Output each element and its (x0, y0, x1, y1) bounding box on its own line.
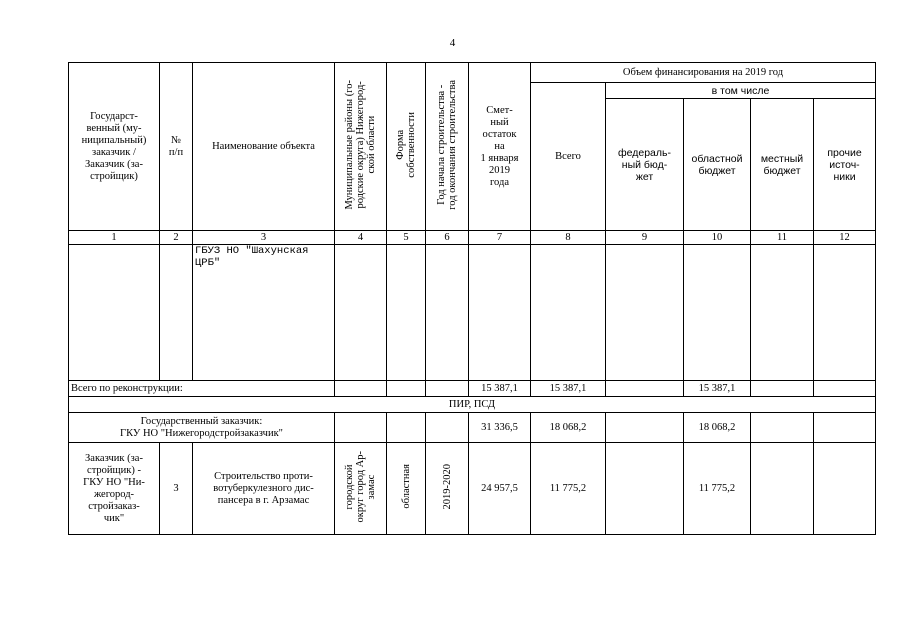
cell-empty (426, 381, 469, 397)
header-other: прочие источ- ники (814, 99, 876, 231)
cell-empty (531, 245, 606, 381)
header-financing: Объем финансирования на 2019 год (531, 63, 876, 83)
col-number-6: 6 (426, 231, 469, 245)
total-reconstruction-label: Всего по реконструкции: (69, 381, 335, 397)
cell-empty (814, 381, 876, 397)
col-number-9: 9 (606, 231, 684, 245)
financing-table (68, 62, 876, 535)
header-federal: федераль- ный бюд- жет (606, 99, 684, 231)
cell-empty (426, 413, 469, 443)
cell-empty (606, 245, 684, 381)
col-number-12: 12 (814, 231, 876, 245)
item-regional: 11 775,2 (684, 443, 751, 535)
cell-empty (751, 413, 814, 443)
col-number-7: 7 (469, 231, 531, 245)
header-name: Наименование объекта (193, 63, 335, 231)
header-district (335, 63, 387, 231)
cell-empty (426, 245, 469, 381)
table-row-state-customer (69, 413, 876, 443)
total-reconstruction-regional: 15 387,1 (684, 381, 751, 397)
cell-empty (751, 381, 814, 397)
header-years-text: Год начала строительства - год окончания строительства (436, 79, 458, 210)
cell-empty (69, 245, 160, 381)
cell-empty (335, 245, 387, 381)
header-balance: Смет- ный остаток на 1 января 2019 года (469, 63, 531, 231)
cell-empty (814, 413, 876, 443)
col-number-1: 1 (69, 231, 160, 245)
cell-empty (751, 443, 814, 535)
state-customer-total: 18 068,2 (531, 413, 606, 443)
cell-empty (684, 245, 751, 381)
table-row-total (69, 381, 876, 397)
section-title: ПИР, ПСД (69, 397, 876, 413)
cell-empty (387, 245, 426, 381)
col-number-5: 5 (387, 231, 426, 245)
header-local: местный бюджет (751, 99, 814, 231)
cell-empty (814, 245, 876, 381)
col-number-10: 10 (684, 231, 751, 245)
col-number-3: 3 (193, 231, 335, 245)
state-customer-label: Государственный заказчик: ГКУ НО "Нижегородстройзаказчик" (69, 413, 335, 443)
header-ownership (387, 63, 426, 231)
cell-empty (606, 413, 684, 443)
header-customer: Государст- венный (му- ниципальный) заказчик / Заказчик (за- стройщик) (69, 63, 160, 231)
item-customer: Заказчик (за- стройщик) - ГКУ НО "Ни- жегород- стройзаказ- чик" (69, 443, 160, 535)
col-number-4: 4 (335, 231, 387, 245)
cell-empty (606, 443, 684, 535)
item-district-text: городской округ город Ар- замас (344, 450, 377, 523)
state-customer-balance: 31 336,5 (469, 413, 531, 443)
header-district-text: Муниципальные районы (го- родские округа) Нижегород- ской области (344, 79, 377, 210)
item-num: 3 (160, 443, 193, 535)
item-balance: 24 957,5 (469, 443, 531, 535)
cell-empty (160, 245, 193, 381)
table-row-section (69, 397, 876, 413)
state-customer-regional: 18 068,2 (684, 413, 751, 443)
page-number: 4 (449, 37, 456, 49)
col-number-11: 11 (751, 231, 814, 245)
cell-empty (335, 413, 387, 443)
object-name: ГБУЗ НО "Шахунская ЦРБ" (193, 245, 335, 381)
item-district (335, 443, 387, 535)
total-reconstruction-balance: 15 387,1 (469, 381, 531, 397)
table-row-item (69, 443, 876, 535)
header-num: № п/п (160, 63, 193, 231)
total-reconstruction-total: 15 387,1 (531, 381, 606, 397)
header-regional: областной бюджет (684, 99, 751, 231)
header-ownership-text: Форма собственности (395, 111, 417, 178)
item-name: Строительство проти- вотуберкулезного дис- пансера в г. Арзамас (193, 443, 335, 535)
item-ownership-text: областная (400, 464, 412, 509)
header-years (426, 63, 469, 231)
table-row-object (69, 245, 876, 381)
cell-empty (469, 245, 531, 381)
item-ownership (387, 443, 426, 535)
cell-empty (814, 443, 876, 535)
item-years-text: 2019-2020 (441, 463, 453, 510)
item-total: 11 775,2 (531, 443, 606, 535)
cell-empty (335, 381, 387, 397)
col-number-8: 8 (531, 231, 606, 245)
col-number-2: 2 (160, 231, 193, 245)
header-including: в том числе (606, 83, 876, 99)
cell-empty (751, 245, 814, 381)
header-total: Всего (531, 83, 606, 231)
cell-empty (387, 381, 426, 397)
cell-empty (387, 413, 426, 443)
item-years (426, 443, 469, 535)
cell-empty (606, 381, 684, 397)
